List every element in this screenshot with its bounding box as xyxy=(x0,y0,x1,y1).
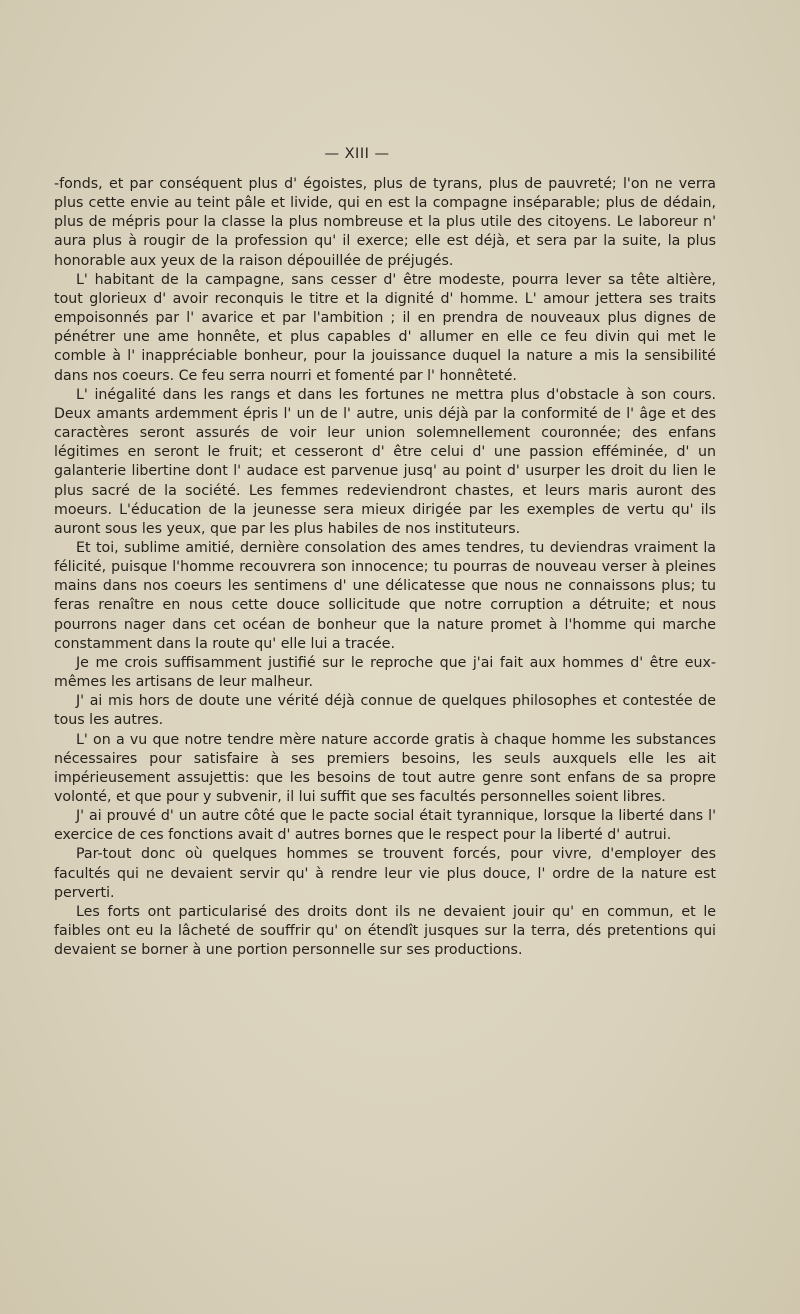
paragraph: L' inégalité dans les rangs et dans les fortunes ne mettra plus d'obstacle à son cours. Deux amants ardemment épris l' un de l' autre, unis déjà par la conformité de l' âge et des caractères seront assurés de voir leur union solemnellement couronnée; des enfans légitimes en seront le fruit; et cesseront d' être celui d' une passion efféminée, d' un galanterie libertine dont l' audace est parvenue jusq' au point d' usurper les droit du lien le plus sacré de la société. Les femmes redeviendront chastes, et leurs maris auront des moeurs. L'éducation de la jeunesse sera mieux dirigée par les exemples de vertu qu' ils auront sous les yeux, que par les plus habiles de nos instituteurs. xyxy=(54,386,716,537)
paragraph: L' on a vu que notre tendre mère nature accorde gratis à chaque homme les substances nécessaires pour satisfaire à ses premiers besoins, les seuls auxquels elle les ait impérieusement assujettis: que les besoins de tout autre genre sont enfans de sa propre volonté, et que pour y subvenir, il lui suffit que ses facultés personnelles soient libres. xyxy=(54,731,716,805)
paragraph: Et toi, sublime amitié, dernière consolation des ames tendres, tu deviendras vraiment la félicité, puisque l'homme recouvrera son innocence; tu pourras de nouveau verser à pleines mains dans nos coeurs les sentimens d' une délicatesse que nous ne connaissons plus; tu feras renaître en nous cette douce sollicitude que notre corruption a détruite; et nous pourrons nager dans cet océan de bonheur que la nature promet à l'homme qui marche constamment dans la route qu' elle lui a tracée. xyxy=(54,539,716,652)
paragraph: J' ai mis hors de doute une vérité déjà connue de quelques philosophes et contestée de tous les autres. xyxy=(54,693,716,729)
body-text xyxy=(54,175,716,960)
paragraph: L' habitant de la campagne, sans cesser d' être modeste, pourra lever sa tête altière, tout glorieux d' avoir reconquis le titre et la dignité d' homme. L' amour jettera ses traits empoisonnés par l' avarice et par l'ambition ; il en prendra de nouveaux plus dignes de pénétrer une ame honnête, et plus capables d' allumer en elle ce feu divin qui met le comble à l' inappréciable bonheur, pour la jouissance duquel la nature a mis la sensibilité dans nos coeurs. Ce feu serra nourri et fomenté par l' honnêteté. xyxy=(54,271,716,384)
paragraph: Les forts ont particularisé des droits dont ils ne devaient jouir qu' en commun, et le faibles ont eu la lâcheté de souffrir qu' on étendît jusques sur la terra, dés pretentions qui devaient se borner à une portion personnelle sur ses productions. xyxy=(54,903,716,959)
paragraph: -fonds, et par conséquent plus d' égoistes, plus de tyrans, plus de pauvreté; l'on ne verra plus cette envie au teint pâle et livide, qui en est la compagne inséparable; plus de dédain, plus de mépris pour la classe la plus nombreuse et la plus utile des citoyens. Le laboreur n' aura plus à rougir de la profession qu' il exerce; elle est déjà, et sera par la suite, la plus honorable aux yeux de la raison dépouillée de préjugés. xyxy=(54,176,716,269)
paragraph: Je me crois suffisamment justifié sur le reproche que j'ai fait aux hommes d' être eux-mêmes les artisans de leur malheur. xyxy=(54,654,716,691)
paragraph: J' ai prouvé d' un autre côté que le pacte social était tyrannique, lorsque la liberté dans l' exercice de ces fonctions avait d' autres bornes que le respect pour la liberté d' autrui. xyxy=(54,808,716,844)
paragraph: Par-tout donc où quelques hommes se trouvent forcés, pour vivre, d'employer des facultés qui ne devaient servir qu' à rendre leur vie plus douce, l' ordre de la nature est perverti. xyxy=(54,846,716,901)
page-number: — XIII — xyxy=(324,146,390,162)
